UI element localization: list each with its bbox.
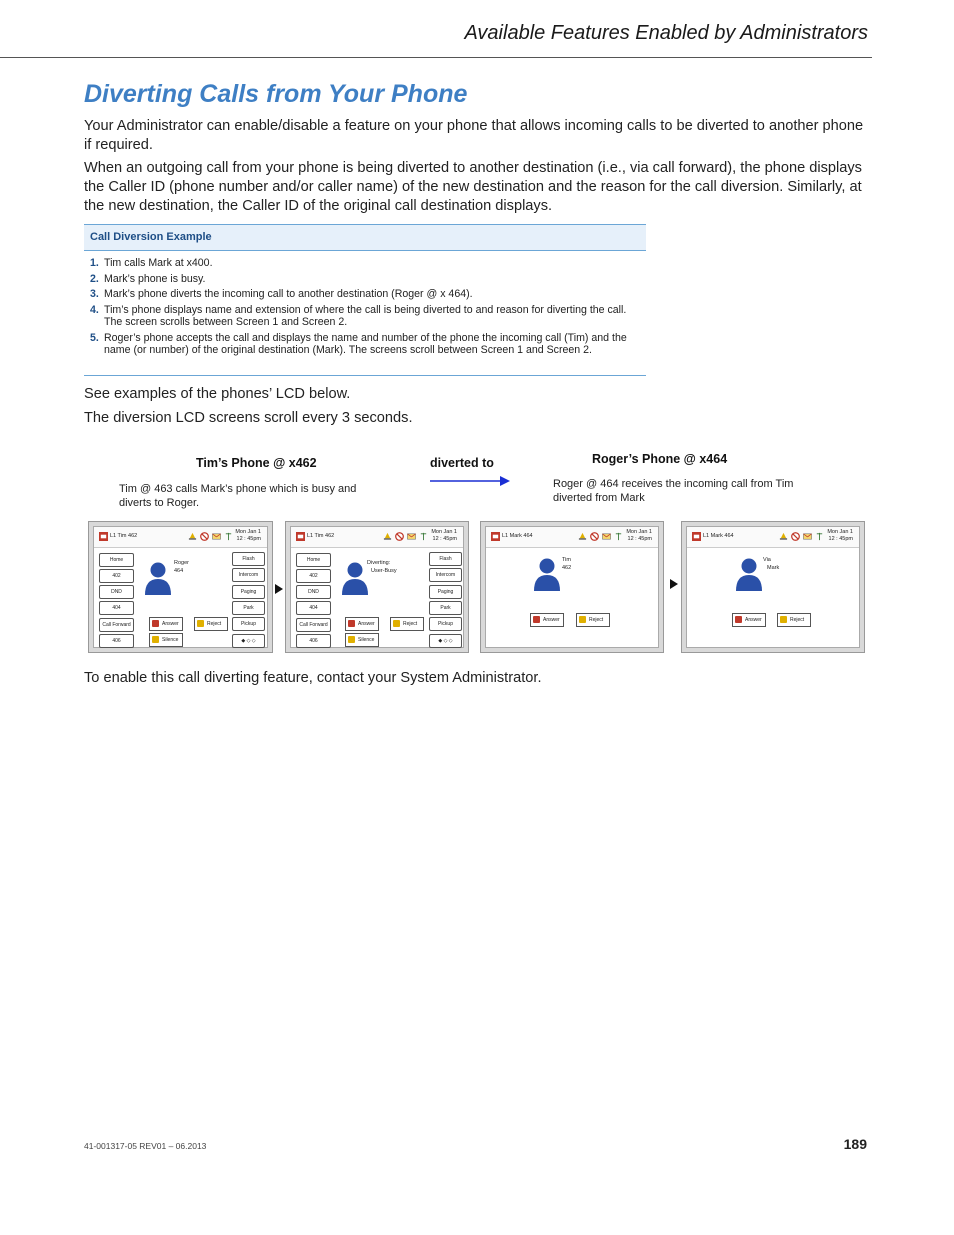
- softkey-paging[interactable]: Paging: [429, 585, 462, 599]
- answer-button[interactable]: Answer: [732, 613, 766, 627]
- reject-icon: [579, 616, 586, 623]
- step-text: Roger’s phone accepts the call and displays the name and number of the phone the incoming call (Tim) and the name (or number) of the original destination (Mark). The screens scroll between Screen 1 and Screen 2.: [104, 332, 627, 356]
- answer-button[interactable]: Answer: [149, 617, 183, 631]
- softkey-home[interactable]: Home: [99, 553, 134, 567]
- avatar-icon: [341, 561, 369, 595]
- do-not-disturb-icon: [200, 532, 209, 541]
- silence-icon: [348, 636, 355, 643]
- line-label: L1 Tim 462: [110, 533, 138, 539]
- date-time: Mon Jan 1 12 : 45pm: [827, 529, 853, 542]
- bell-icon: [383, 532, 392, 541]
- softkey-flash[interactable]: Flash: [232, 552, 265, 566]
- silence-button[interactable]: Silence: [345, 633, 379, 647]
- scroll-note-text: The diversion LCD screens scroll every 3 seconds.: [84, 410, 413, 426]
- avatar-icon: [144, 561, 172, 595]
- diverted-arrow-icon: [430, 475, 512, 487]
- next-screen-arrow-icon: [275, 584, 283, 594]
- answer-icon: [348, 620, 355, 627]
- softkey-402[interactable]: 402: [296, 569, 331, 583]
- softkey-404[interactable]: 404: [296, 601, 331, 615]
- diverted-to-label: diverted to: [430, 456, 494, 470]
- reject-icon: [780, 616, 787, 623]
- call-diversion-table: [84, 224, 646, 376]
- step-number: 1.: [90, 257, 99, 269]
- footer-doc-id: 41-001317-05 REV01 – 06.2013: [84, 1141, 207, 1151]
- step-text: Tim calls Mark at x400.: [104, 257, 213, 269]
- do-not-disturb-icon: [590, 532, 599, 541]
- network-icon: [614, 532, 623, 541]
- softkey-intercom[interactable]: Intercom: [232, 568, 265, 582]
- date-time: Mon Jan 1 12 : 45pm: [431, 529, 457, 542]
- step-number: 2.: [90, 273, 99, 285]
- caller-info: Roger 464: [174, 560, 189, 574]
- phone-icon: [692, 532, 701, 541]
- reject-icon: [393, 620, 400, 627]
- page-title: Diverting Calls from Your Phone: [84, 80, 468, 108]
- running-header: Available Features Enabled by Administrators: [464, 22, 868, 44]
- table-step: [90, 288, 640, 300]
- tim-phone-label: Tim’s Phone @ x462: [196, 456, 317, 470]
- network-icon: [419, 532, 428, 541]
- do-not-disturb-icon: [395, 532, 404, 541]
- line-label: L1 Mark 464: [502, 533, 533, 539]
- caller-info: Diverting: User-Busy: [367, 560, 397, 574]
- softkey-paging[interactable]: Paging: [232, 585, 265, 599]
- phone-icon: [296, 532, 305, 541]
- message-icon: [803, 532, 812, 541]
- phone-icon: [491, 532, 500, 541]
- bell-icon: [188, 532, 197, 541]
- lcd-screen-tim-2: [285, 521, 469, 653]
- lcd-screen-roger-1: [480, 521, 664, 653]
- reject-button[interactable]: Reject: [390, 617, 424, 631]
- softkey-call-forward[interactable]: Call Forward: [296, 618, 331, 632]
- network-icon: [815, 532, 824, 541]
- page-dots[interactable]: ◆ ◇ ◇: [429, 634, 462, 648]
- status-bar: [94, 527, 267, 548]
- lcd-display: [93, 526, 268, 648]
- table-title: Call Diversion Example: [90, 231, 212, 243]
- softkey-406[interactable]: 406: [296, 634, 331, 648]
- tim-phone-description: Tim @ 463 calls Mark’s phone which is busy and diverts to Roger.: [119, 483, 357, 509]
- softkey-pickup[interactable]: Pickup: [232, 617, 265, 631]
- bell-icon: [578, 532, 587, 541]
- silence-button[interactable]: Silence: [149, 633, 183, 647]
- table-header: [84, 225, 646, 251]
- reject-button[interactable]: Reject: [576, 613, 610, 627]
- roger-phone-description: Roger @ 464 receives the incoming call from Tim diverted from Mark: [553, 478, 794, 504]
- softkey-park[interactable]: Park: [232, 601, 265, 615]
- message-icon: [212, 532, 221, 541]
- line-label: L1 Tim 462: [307, 533, 335, 539]
- step-text: Tim’s phone displays name and extension of where the call is being diverted to and reason for diverting the call. The screen scrolls between Screen 1 and Screen 2.: [104, 304, 627, 328]
- answer-icon: [152, 620, 159, 627]
- answer-button[interactable]: Answer: [345, 617, 379, 631]
- reject-button[interactable]: Reject: [194, 617, 228, 631]
- date-time: Mon Jan 1 12 : 45pm: [235, 529, 261, 542]
- softkey-park[interactable]: Park: [429, 601, 462, 615]
- page-number: 189: [843, 1136, 867, 1152]
- intro-paragraph-2: When an outgoing call from your phone is being diverted to another destination (i.e., via call forward), the phone displays the Caller ID (phone number and/or caller name) of the new destination and the reason for the call diversion. Similarly, at the new destination, the Caller ID of the original call destination displays.: [84, 160, 862, 214]
- avatar-icon: [533, 557, 561, 591]
- softkey-404[interactable]: 404: [99, 601, 134, 615]
- table-step: [90, 304, 640, 328]
- lcd-display: [290, 526, 464, 648]
- lcd-display: [686, 526, 860, 648]
- date-time: Mon Jan 1 12 : 45pm: [626, 529, 652, 542]
- lcd-screen-tim-1: [88, 521, 273, 653]
- table-step: [90, 273, 640, 285]
- lcd-display: [485, 526, 659, 648]
- softkey-intercom[interactable]: Intercom: [429, 568, 462, 582]
- roger-phone-label: Roger’s Phone @ x464: [592, 452, 728, 466]
- do-not-disturb-icon: [791, 532, 800, 541]
- status-bar: [291, 527, 463, 548]
- network-icon: [224, 532, 233, 541]
- step-text: Mark’s phone diverts the incoming call to another destination (Roger @ x 464).: [104, 288, 473, 300]
- answer-icon: [735, 616, 742, 623]
- answer-button[interactable]: Answer: [530, 613, 564, 627]
- silence-icon: [152, 636, 159, 643]
- step-text: Mark’s phone is busy.: [104, 273, 206, 285]
- softkey-flash[interactable]: Flash: [429, 552, 462, 566]
- softkey-home[interactable]: Home: [296, 553, 331, 567]
- reject-button[interactable]: Reject: [777, 613, 811, 627]
- lcd-screen-roger-2: [681, 521, 865, 653]
- closing-text: To enable this call diverting feature, contact your System Administrator.: [84, 670, 542, 686]
- bell-icon: [779, 532, 788, 541]
- softkey-call-forward[interactable]: Call Forward: [99, 618, 134, 632]
- message-icon: [602, 532, 611, 541]
- step-number: 4.: [90, 304, 99, 316]
- status-bar: [486, 527, 658, 548]
- table-step: [90, 332, 640, 356]
- softkey-dnd[interactable]: DND: [99, 585, 134, 599]
- softkey-dnd[interactable]: DND: [296, 585, 331, 599]
- softkey-406[interactable]: 406: [99, 634, 134, 648]
- next-screen-arrow-icon: [670, 579, 678, 589]
- answer-icon: [533, 616, 540, 623]
- message-icon: [407, 532, 416, 541]
- line-label: L1 Mark 464: [703, 533, 734, 539]
- status-bar: [687, 527, 859, 548]
- step-number: 5.: [90, 332, 99, 344]
- reject-icon: [197, 620, 204, 627]
- page-dots[interactable]: ◆ ◇ ◇: [232, 634, 265, 648]
- intro-paragraph-1: Your Administrator can enable/disable a feature on your phone that allows incoming calls to be diverted to another phone if required.: [84, 118, 864, 153]
- caller-info: Via Mark: [763, 557, 780, 571]
- table-step: [90, 257, 640, 269]
- softkey-402[interactable]: 402: [99, 569, 134, 583]
- see-examples-text: See examples of the phones’ LCD below.: [84, 386, 351, 402]
- phone-icon: [99, 532, 108, 541]
- avatar-icon: [735, 557, 763, 591]
- step-number: 3.: [90, 288, 99, 300]
- softkey-pickup[interactable]: Pickup: [429, 617, 462, 631]
- header-rule: [0, 57, 872, 58]
- caller-info: Tim 462: [562, 557, 572, 571]
